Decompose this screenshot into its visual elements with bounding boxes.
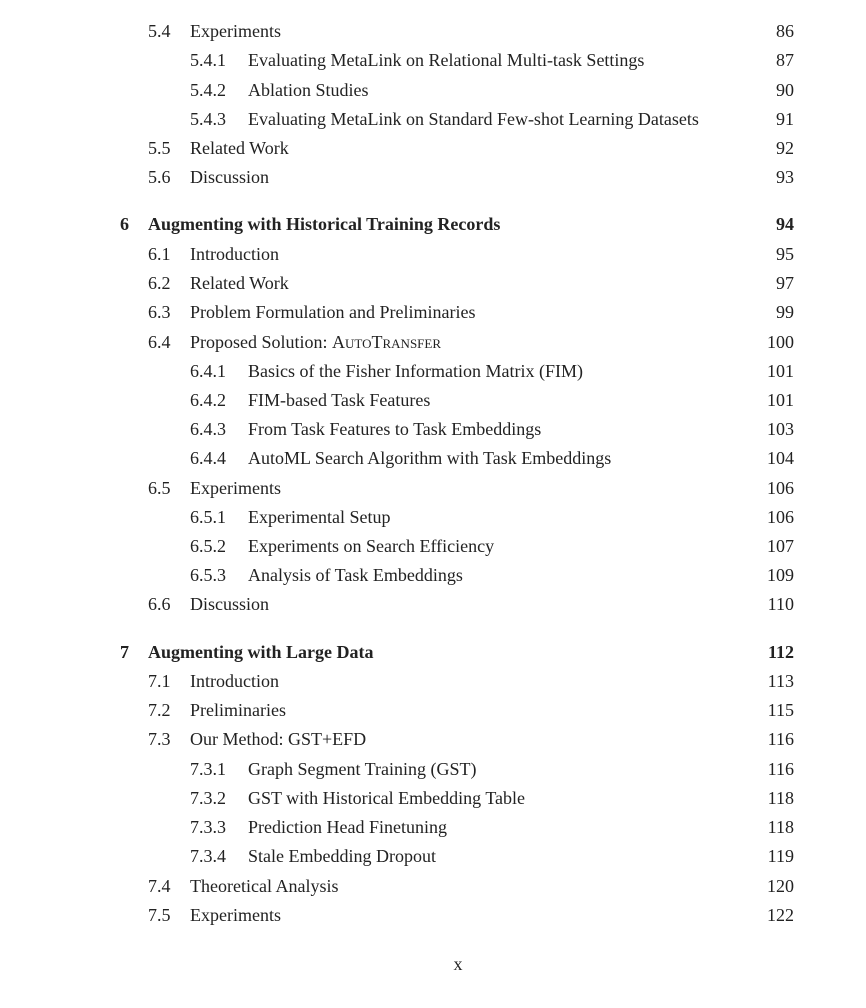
entry-number: 6.2 — [148, 273, 171, 293]
toc-subsection-entry — [190, 563, 794, 587]
entry-title — [148, 640, 380, 664]
toc-subsection-entry — [190, 505, 794, 529]
entry-title — [248, 534, 500, 558]
entry-number: 7.3 — [148, 729, 171, 749]
entry-title-text: Experiments — [190, 21, 281, 41]
entry-title — [190, 165, 275, 189]
toc-chapter-entry — [120, 640, 794, 664]
entry-page-number: 100 — [767, 332, 794, 352]
entry-title — [190, 330, 447, 354]
entry-page-number: 86 — [776, 21, 794, 41]
entry-title — [248, 359, 589, 383]
entry-page-number: 109 — [767, 565, 794, 585]
toc-section-entry — [148, 300, 794, 324]
entry-title — [190, 669, 285, 693]
entry-number: 7.2 — [148, 700, 171, 720]
entry-title — [148, 212, 506, 236]
entry-title — [248, 446, 617, 470]
toc-subsection-entry — [190, 388, 794, 412]
entry-number: 5.6 — [148, 167, 171, 187]
entry-page-number: 104 — [767, 448, 794, 468]
toc-section-entry — [148, 592, 794, 616]
entry-page-number: 91 — [776, 109, 794, 129]
entry-page-number: 110 — [767, 594, 794, 614]
entry-title — [248, 417, 547, 441]
entry-page-number: 101 — [767, 390, 794, 410]
entry-number: 6.4.1 — [190, 361, 226, 381]
entry-page-number: 103 — [767, 419, 794, 439]
entry-title-text: Discussion — [190, 594, 270, 614]
toc-subsection-entry — [190, 786, 794, 810]
entry-title-text: Evaluating MetaLink on Relational Multi-task Settings — [248, 50, 645, 70]
entry-title — [248, 815, 453, 839]
entry-page-number: 93 — [776, 167, 794, 187]
entry-title — [190, 727, 372, 751]
entry-page-number: 99 — [776, 302, 794, 322]
toc-section-entry — [148, 136, 794, 160]
entry-title-text: Augmenting with Historical Training Records — [148, 214, 501, 234]
entry-page-number: 118 — [767, 817, 794, 837]
entry-title-text: GST with Historical Embedding Table — [248, 788, 526, 808]
entry-title — [190, 242, 285, 266]
entry-number: 5.5 — [148, 138, 171, 158]
entry-title-text: Analysis of Task Embeddings — [248, 565, 463, 585]
toc-subsection-entry — [190, 844, 794, 868]
entry-number: 7.3.2 — [190, 788, 226, 808]
entry-page-number: 116 — [767, 759, 794, 779]
entry-page-number: 119 — [767, 846, 794, 866]
entry-title-text: Prediction Head Finetuning — [248, 817, 447, 837]
entry-title-text: Experimental Setup — [248, 507, 391, 527]
toc-subsection-entry — [190, 534, 794, 558]
entry-number: 6.1 — [148, 244, 171, 264]
entry-title — [248, 844, 442, 868]
entry-number: 6.4.3 — [190, 419, 226, 439]
entry-number: 6.4.2 — [190, 390, 226, 410]
entry-title — [248, 786, 531, 810]
toc-subsection-entry — [190, 815, 794, 839]
toc-section-entry — [148, 271, 794, 295]
entry-number: 7.3.1 — [190, 759, 226, 779]
toc-section-entry — [148, 669, 794, 693]
entry-title — [190, 592, 275, 616]
entry-title-text: Ablation Studies — [248, 80, 369, 100]
toc-subsection-entry — [190, 107, 794, 131]
toc-subsection-entry — [190, 359, 794, 383]
toc-section-entry — [148, 903, 794, 927]
entry-number: 6.6 — [148, 594, 171, 614]
entry-title — [248, 78, 375, 102]
entry-number: 5.4.2 — [190, 80, 226, 100]
entry-page-number: 116 — [767, 729, 794, 749]
entry-number: 6.5.1 — [190, 507, 226, 527]
entry-title-text: Problem Formulation and Preliminaries — [190, 302, 476, 322]
entry-page-number: 87 — [776, 50, 794, 70]
entry-title — [248, 48, 650, 72]
toc-subsection-entry — [190, 78, 794, 102]
entry-title-text: Related Work — [190, 138, 289, 158]
entry-page-number: 92 — [776, 138, 794, 158]
page-number: x — [453, 954, 463, 974]
entry-page-number: 122 — [767, 905, 794, 925]
entry-title-text: Introduction — [190, 671, 279, 691]
entry-page-number: 118 — [767, 788, 794, 808]
entry-page-number: 106 — [767, 507, 794, 527]
entry-page-number: 113 — [767, 671, 794, 691]
entry-number: 5.4.1 — [190, 50, 226, 70]
entry-title-text: Our Method: GST+EFD — [190, 729, 367, 749]
entry-title-text: Experiments — [190, 478, 281, 498]
entry-title-text: Experiments — [190, 905, 281, 925]
entry-number: 6.5.3 — [190, 565, 226, 585]
entry-title — [190, 698, 292, 722]
entry-page-number: 112 — [767, 642, 794, 662]
toc-section-entry — [148, 242, 794, 266]
entry-title-text: Introduction — [190, 244, 279, 264]
entry-title-text: Experiments on Search Efficiency — [248, 536, 495, 556]
toc-section-entry — [148, 476, 794, 500]
entry-title-smallcaps: AutoTransfer — [332, 332, 442, 352]
entry-number: 6.5 — [148, 478, 171, 498]
entry-number: 7 — [120, 642, 129, 662]
entry-number: 7.5 — [148, 905, 171, 925]
entry-number: 7.3.4 — [190, 846, 226, 866]
toc-subsection-entry — [190, 446, 794, 470]
entry-number: 6.3 — [148, 302, 171, 322]
entry-number: 7.4 — [148, 876, 171, 896]
entry-title — [190, 874, 344, 898]
entry-page-number: 106 — [767, 478, 794, 498]
entry-title-text: FIM-based Task Features — [248, 390, 431, 410]
entry-page-number: 120 — [767, 876, 794, 896]
toc-section-entry — [148, 19, 794, 43]
entry-title-text: Stale Embedding Dropout — [248, 846, 436, 866]
entry-title — [248, 757, 483, 781]
entry-title-text: Evaluating MetaLink on Standard Few-shot Learning Datasets — [248, 109, 699, 129]
toc-section-entry — [148, 727, 794, 751]
entry-title-text: Discussion — [190, 167, 270, 187]
toc-section-entry — [148, 874, 794, 898]
entry-title — [190, 19, 287, 43]
entry-page-number: 101 — [767, 361, 794, 381]
entry-title-text: Graph Segment Training (GST) — [248, 759, 477, 779]
entry-number: 6.4 — [148, 332, 171, 352]
entry-number: 7.1 — [148, 671, 171, 691]
entry-title — [190, 300, 481, 324]
entry-title-text: AutoML Search Algorithm with Task Embeddings — [248, 448, 612, 468]
entry-title-text: From Task Features to Task Embeddings — [248, 419, 542, 439]
entry-number: 6 — [120, 214, 129, 234]
entry-title-text: Theoretical Analysis — [190, 876, 339, 896]
entry-page-number: 95 — [776, 244, 794, 264]
entry-number: 6.4.4 — [190, 448, 226, 468]
entry-title-text: Basics of the Fisher Information Matrix (FIM) — [248, 361, 583, 381]
entry-page-number: 107 — [767, 536, 794, 556]
entry-page-number: 94 — [776, 214, 794, 234]
toc-subsection-entry — [190, 417, 794, 441]
entry-title-text: Augmenting with Large Data — [148, 642, 374, 662]
entry-number: 6.5.2 — [190, 536, 226, 556]
entry-number: 5.4 — [148, 21, 171, 41]
entry-number: 7.3.3 — [190, 817, 226, 837]
entry-title — [190, 271, 295, 295]
entry-title-text: Preliminaries — [190, 700, 286, 720]
entry-page-number: 90 — [776, 80, 794, 100]
entry-title — [248, 563, 469, 587]
entry-title — [190, 136, 295, 160]
entry-title — [248, 505, 396, 529]
toc-section-entry — [148, 165, 794, 189]
entry-title-text: Related Work — [190, 273, 289, 293]
entry-page-number: 97 — [776, 273, 794, 293]
entry-title — [190, 903, 287, 927]
toc-chapter-entry — [120, 212, 794, 236]
entry-title-text: Proposed Solution: — [190, 332, 333, 352]
entry-title — [190, 476, 287, 500]
entry-title — [248, 107, 705, 131]
entry-title — [248, 388, 436, 412]
toc-section-entry — [148, 698, 794, 722]
entry-page-number: 115 — [767, 700, 794, 720]
toc-subsection-entry — [190, 48, 794, 72]
entry-number: 5.4.3 — [190, 109, 226, 129]
toc-subsection-entry — [190, 757, 794, 781]
toc-section-entry — [148, 330, 794, 354]
